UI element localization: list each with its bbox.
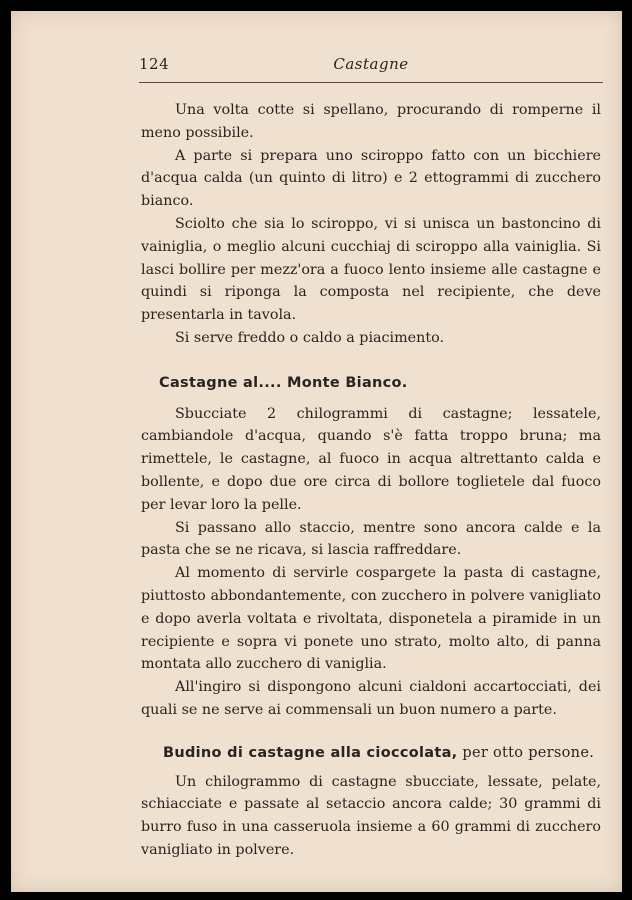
paragraph: Sciolto che sia lo sciroppo, vi si unisca un bastoncino di vainiglia, o meglio alcuni cucchiaj di sciroppo alla vainiglia. Si lasci bollire per mezz'ora a fuoco lento insieme alle castagne e quindi si riponga la composta nel recipiente, che deve presentarla in tavola. (141, 215, 601, 324)
page-header (139, 55, 603, 75)
book-page (11, 11, 622, 892)
recipe-heading-title: Budino di castagne alla cioccolata, (163, 744, 458, 761)
paragraph: Si serve freddo o caldo a piacimento. (175, 329, 444, 346)
paragraph: Al momento di servirle cospargete la pasta di castagne, piuttosto abbondantemente, con zucchero in polvere vanigliato e dopo averla voltata e rivoltata, disponetela a piramide in un recipiente e sopra vi ponete uno strato, molto alto, di panna montata allo zucchero di vaniglia. (141, 565, 601, 673)
paragraph: A parte si prepara uno sciroppo fatto con un bicchiere d'acqua calda (un quinto di litro) e 2 ettogrammi di zucchero bianco. (141, 147, 601, 210)
paragraph: Un chilogrammo di castagne sbucciate, lessate, pelate, schiacciate e passate al setaccio ancora calde; 30 grammi di burro fuso in una casseruola insieme a 60 grammi di zucchero vanigliato in polvere. (141, 773, 601, 858)
page-number: 124 (139, 55, 170, 73)
header-rule (139, 82, 603, 83)
running-title: Castagne (333, 55, 409, 73)
recipe-heading-servings: per otto persone. (457, 744, 595, 761)
paragraph: Sbucciate 2 chilogrammi di castagne; lessatele, cambiandole d'acqua, quando s'è fatta troppo bruna; ma rimettele, le castagne, al fuoco in acqua altrettanto calda e bollente, e dopo due ore circa di bollore toglietele dal fuoco per levar loro la pelle. (141, 405, 601, 513)
recipe-heading (163, 742, 601, 765)
paragraph: Una volta cotte si spellano, procurando di romperne il meno possibile. (141, 102, 601, 141)
page-body (141, 99, 601, 862)
paragraph: Si passano allo staccio, mentre sono ancora calde e la pasta che se ne ricava, si lascia raffreddare. (141, 519, 601, 559)
recipe-heading: Castagne al.... Monte Bianco. (159, 374, 408, 391)
paragraph: All'ingiro si dispongono alcuni cialdoni accartocciati, dei quali se ne serve ai commensali un buon numero a parte. (141, 679, 601, 718)
